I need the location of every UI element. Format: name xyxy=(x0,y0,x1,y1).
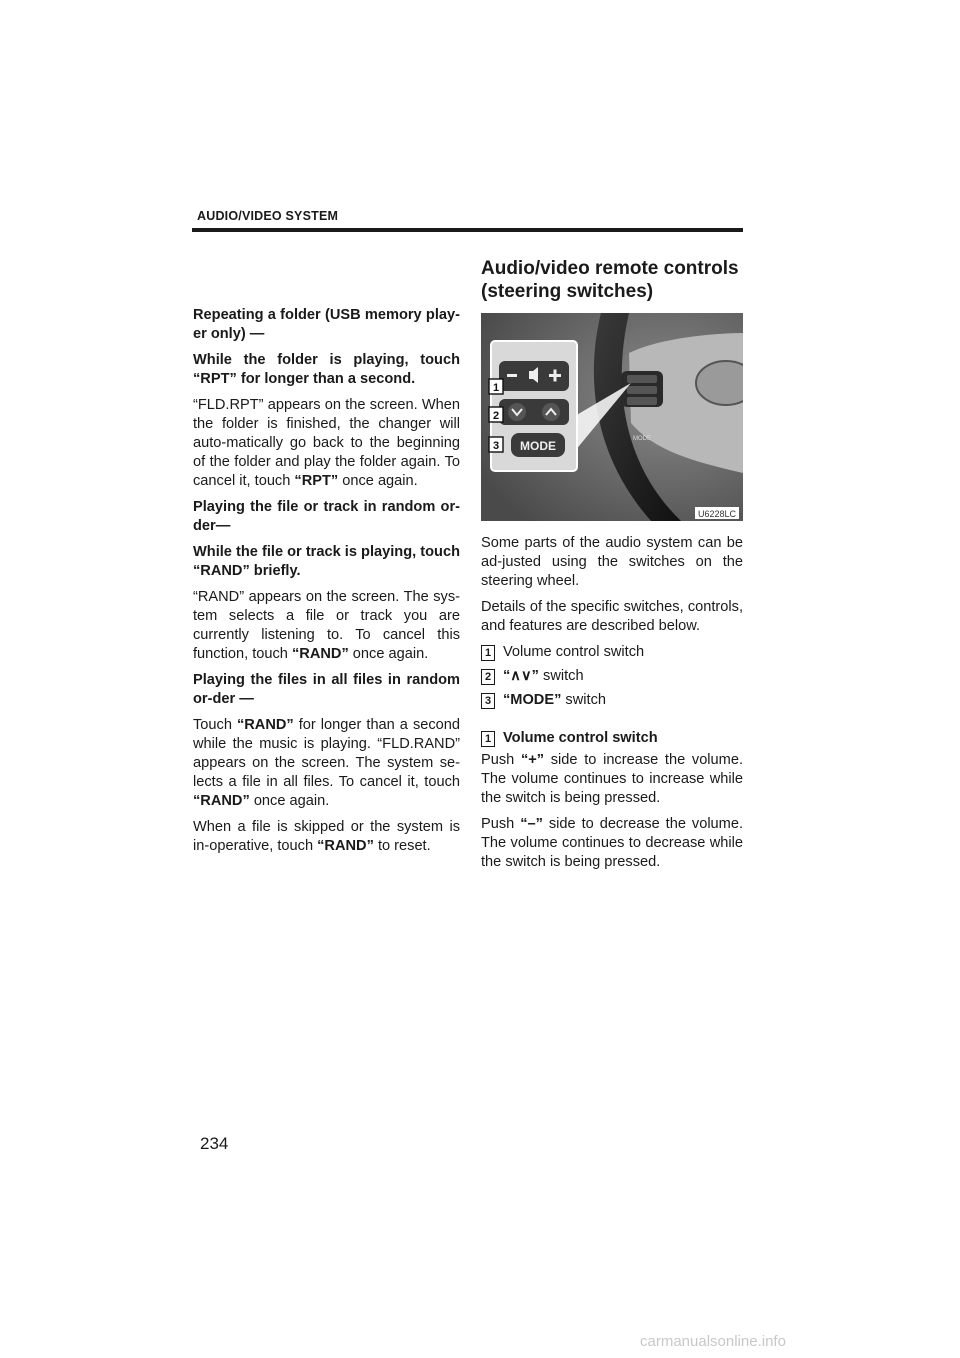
section-title: Audio/video remote controls (steering switches) xyxy=(481,258,739,302)
header-rule xyxy=(192,228,743,232)
callout-1: 1 xyxy=(493,382,500,394)
lexus-emblem-icon xyxy=(696,361,743,405)
intro-paragraph: Some parts of the audio system can be ad-justed using the switches on the steering wheel. xyxy=(481,535,743,589)
minus-icon xyxy=(507,374,517,377)
subheading-title: Volume control switch xyxy=(503,730,658,746)
figure-code: U6228LC xyxy=(698,509,737,519)
subheading xyxy=(481,729,743,748)
paragraph-reset: When a file is skipped or the system is in-operative, touch “RAND” to reset. xyxy=(193,819,460,854)
instruction-rand: While the file or track is playing, touch “RAND” briefly. xyxy=(193,544,460,579)
list-item: 2 “∧∨” switch xyxy=(481,667,743,686)
heading-random-track: Playing the file or track in random or-der— xyxy=(193,499,460,534)
watermark: carmanualsonline.info xyxy=(640,1333,786,1350)
plus-icon-v xyxy=(554,370,557,382)
decrease-paragraph: Push “–” side to decrease the volume. The volume continues to decrease while the switch is being pressed. xyxy=(481,816,744,870)
section-header: AUDIO/VIDEO SYSTEM xyxy=(197,209,339,223)
small-mode-label: MODE xyxy=(633,436,651,442)
heading-random-all: Playing the files in all files in random or-der — xyxy=(193,672,460,707)
item-number: 2 xyxy=(481,669,495,685)
item-number: 1 xyxy=(481,645,495,661)
paragraph-fld-rand: Touch “RAND” for longer than a second while the music is playing. “FLD.RAND” appears on the screen. The system se-lects a file in all files. To cancel it, touch “RAND” once again. xyxy=(193,717,461,809)
heading-repeat-folder: Repeating a folder (USB memory play-er only) — xyxy=(193,307,460,342)
steering-wheel-illustration xyxy=(481,313,743,521)
right-column xyxy=(481,534,743,879)
list-item: 3 “MODE” switch xyxy=(481,691,743,710)
instruction-rpt: While the folder is playing, touch “RPT” for longer than a second. xyxy=(193,352,460,387)
steering-switch-figure xyxy=(481,313,743,521)
left-column xyxy=(193,306,460,863)
paragraph-fld-rpt: “FLD.RPT” appears on the screen. When the folder is finished, the changer will auto-matically go back to the beginning of the folder and play the folder again. To cancel it, touch “RPT” once again. xyxy=(193,397,460,489)
details-paragraph: Details of the specific switches, controls, and features are described below. xyxy=(481,599,743,634)
callout-3: 3 xyxy=(493,440,500,452)
page-number: 234 xyxy=(200,1134,229,1153)
mode-label: MODE xyxy=(520,439,556,453)
list-item: 1 Volume control switch xyxy=(481,643,743,662)
item-number: 3 xyxy=(481,693,495,709)
subheading-number: 1 xyxy=(481,731,495,747)
paragraph-rand: “RAND” appears on the screen. The sys-tem selects a file or track you are currently listening to. To cancel this function, touch “RAND” once again. xyxy=(193,589,460,662)
callout-2: 2 xyxy=(493,410,500,422)
increase-paragraph: Push “+” side to increase the volume. The volume continues to increase while the switch is being pressed. xyxy=(481,752,743,806)
